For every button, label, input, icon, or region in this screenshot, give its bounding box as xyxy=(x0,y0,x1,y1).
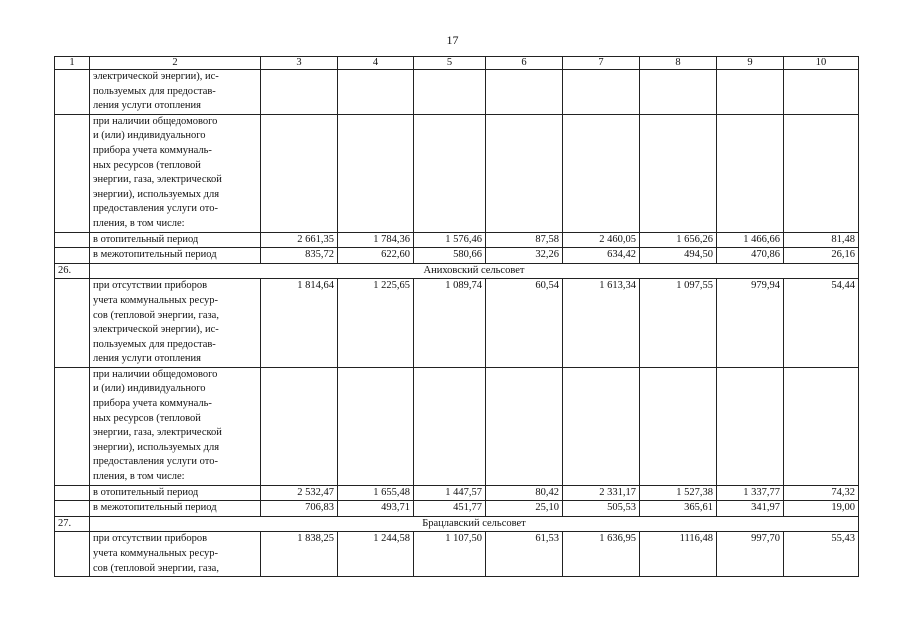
value-cell: 580,66 xyxy=(414,248,486,264)
value-cell: 2 331,17 xyxy=(563,485,640,501)
value-cell xyxy=(261,367,338,485)
value-cell: 365,61 xyxy=(640,501,717,517)
value-cell xyxy=(717,114,784,232)
value-cell xyxy=(563,70,640,115)
value-cell: 1 337,77 xyxy=(717,485,784,501)
row-description: в отопительный период xyxy=(90,485,261,501)
tariff-table xyxy=(54,56,859,577)
value-cell: 25,10 xyxy=(486,501,563,517)
table-row xyxy=(55,501,859,517)
value-cell: 622,60 xyxy=(338,248,414,264)
value-cell: 979,94 xyxy=(717,279,784,368)
section-title: Аниховский сельсовет xyxy=(90,263,859,279)
row-number xyxy=(55,70,90,115)
header-cell: 1 xyxy=(55,57,90,70)
table-row xyxy=(55,70,859,115)
value-cell: 835,72 xyxy=(261,248,338,264)
page-number: 17 xyxy=(446,33,459,47)
value-cell: 87,58 xyxy=(486,232,563,248)
value-cell xyxy=(414,114,486,232)
value-cell: 26,16 xyxy=(784,248,859,264)
row-description: в отопительный период xyxy=(90,232,261,248)
value-cell xyxy=(717,367,784,485)
value-cell: 61,53 xyxy=(486,532,563,577)
value-cell xyxy=(486,367,563,485)
section-number: 27. xyxy=(55,516,90,532)
value-cell: 1 466,66 xyxy=(717,232,784,248)
value-cell: 634,42 xyxy=(563,248,640,264)
value-cell: 1 244,58 xyxy=(338,532,414,577)
value-cell: 1 814,64 xyxy=(261,279,338,368)
header-cell: 9 xyxy=(717,57,784,70)
value-cell xyxy=(414,70,486,115)
value-cell: 494,50 xyxy=(640,248,717,264)
value-cell xyxy=(338,367,414,485)
table-row xyxy=(55,232,859,248)
value-cell xyxy=(640,70,717,115)
value-cell: 80,42 xyxy=(486,485,563,501)
row-number xyxy=(55,232,90,248)
value-cell: 1 784,36 xyxy=(338,232,414,248)
row-description: в межотопительный период xyxy=(90,248,261,264)
header-cell: 4 xyxy=(338,57,414,70)
value-cell: 1 636,95 xyxy=(563,532,640,577)
value-cell: 60,54 xyxy=(486,279,563,368)
row-description: при отсутствии приборов учета коммунальных ресур- сов (тепловой энергии, газа, электрической энергии), ис- пользуемых для предостав- ления услуги отопления xyxy=(90,279,261,368)
row-description: при наличии общедомового и (или) индивидуального прибора учета коммуналь- ных ресурсов (тепловой энергии, газа, электрической энергии), используемых для предоставления услуги ото- пления, в том числе: xyxy=(90,114,261,232)
value-cell: 2 460,05 xyxy=(563,232,640,248)
section-title: Брацлавский сельсовет xyxy=(90,516,859,532)
value-cell xyxy=(784,70,859,115)
section-number: 26. xyxy=(55,263,90,279)
value-cell: 1 613,34 xyxy=(563,279,640,368)
value-cell: 1 447,57 xyxy=(414,485,486,501)
header-row xyxy=(55,57,859,70)
header-cell: 7 xyxy=(563,57,640,70)
value-cell: 341,97 xyxy=(717,501,784,517)
section-row xyxy=(55,263,859,279)
value-cell: 505,53 xyxy=(563,501,640,517)
value-cell: 1 225,65 xyxy=(338,279,414,368)
header-cell: 3 xyxy=(261,57,338,70)
value-cell: 997,70 xyxy=(717,532,784,577)
value-cell xyxy=(338,70,414,115)
row-description: в межотопительный период xyxy=(90,501,261,517)
value-cell: 706,83 xyxy=(261,501,338,517)
value-cell: 55,43 xyxy=(784,532,859,577)
header-cell: 2 xyxy=(90,57,261,70)
value-cell xyxy=(563,114,640,232)
table-row xyxy=(55,367,859,485)
table-row xyxy=(55,485,859,501)
header-cell: 10 xyxy=(784,57,859,70)
value-cell: 1 656,26 xyxy=(640,232,717,248)
row-number xyxy=(55,532,90,577)
value-cell xyxy=(640,114,717,232)
table-row xyxy=(55,114,859,232)
value-cell xyxy=(338,114,414,232)
row-number xyxy=(55,248,90,264)
value-cell xyxy=(261,114,338,232)
value-cell: 1 097,55 xyxy=(640,279,717,368)
value-cell: 1 838,25 xyxy=(261,532,338,577)
table-row xyxy=(55,279,859,368)
value-cell xyxy=(486,70,563,115)
value-cell xyxy=(486,114,563,232)
value-cell: 1 527,38 xyxy=(640,485,717,501)
row-number xyxy=(55,114,90,232)
value-cell: 2 661,35 xyxy=(261,232,338,248)
value-cell: 32,26 xyxy=(486,248,563,264)
value-cell: 1 107,50 xyxy=(414,532,486,577)
row-description: при отсутствии приборов учета коммунальных ресур- сов (тепловой энергии, газа, xyxy=(90,532,261,577)
value-cell: 470,86 xyxy=(717,248,784,264)
value-cell xyxy=(640,367,717,485)
value-cell: 1 089,74 xyxy=(414,279,486,368)
value-cell xyxy=(414,367,486,485)
value-cell: 493,71 xyxy=(338,501,414,517)
value-cell: 74,32 xyxy=(784,485,859,501)
value-cell: 451,77 xyxy=(414,501,486,517)
header-cell: 8 xyxy=(640,57,717,70)
row-number xyxy=(55,485,90,501)
row-number xyxy=(55,279,90,368)
value-cell: 1 655,48 xyxy=(338,485,414,501)
value-cell: 1 576,46 xyxy=(414,232,486,248)
row-number xyxy=(55,501,90,517)
header-cell: 6 xyxy=(486,57,563,70)
value-cell xyxy=(784,367,859,485)
value-cell: 81,48 xyxy=(784,232,859,248)
value-cell: 54,44 xyxy=(784,279,859,368)
value-cell: 19,00 xyxy=(784,501,859,517)
table-row xyxy=(55,532,859,577)
value-cell xyxy=(261,70,338,115)
value-cell xyxy=(563,367,640,485)
table-row xyxy=(55,248,859,264)
header-cell: 5 xyxy=(414,57,486,70)
value-cell: 1116,48 xyxy=(640,532,717,577)
row-description: при наличии общедомового и (или) индивидуального прибора учета коммуналь- ных ресурсов (тепловой энергии, газа, электрической энергии), используемых для предоставления услуги ото- пления, в том числе: xyxy=(90,367,261,485)
value-cell xyxy=(717,70,784,115)
value-cell xyxy=(784,114,859,232)
value-cell: 2 532,47 xyxy=(261,485,338,501)
row-number xyxy=(55,367,90,485)
row-description: электрической энергии), ис- пользуемых для предостав- ления услуги отопления xyxy=(90,70,261,115)
section-row xyxy=(55,516,859,532)
